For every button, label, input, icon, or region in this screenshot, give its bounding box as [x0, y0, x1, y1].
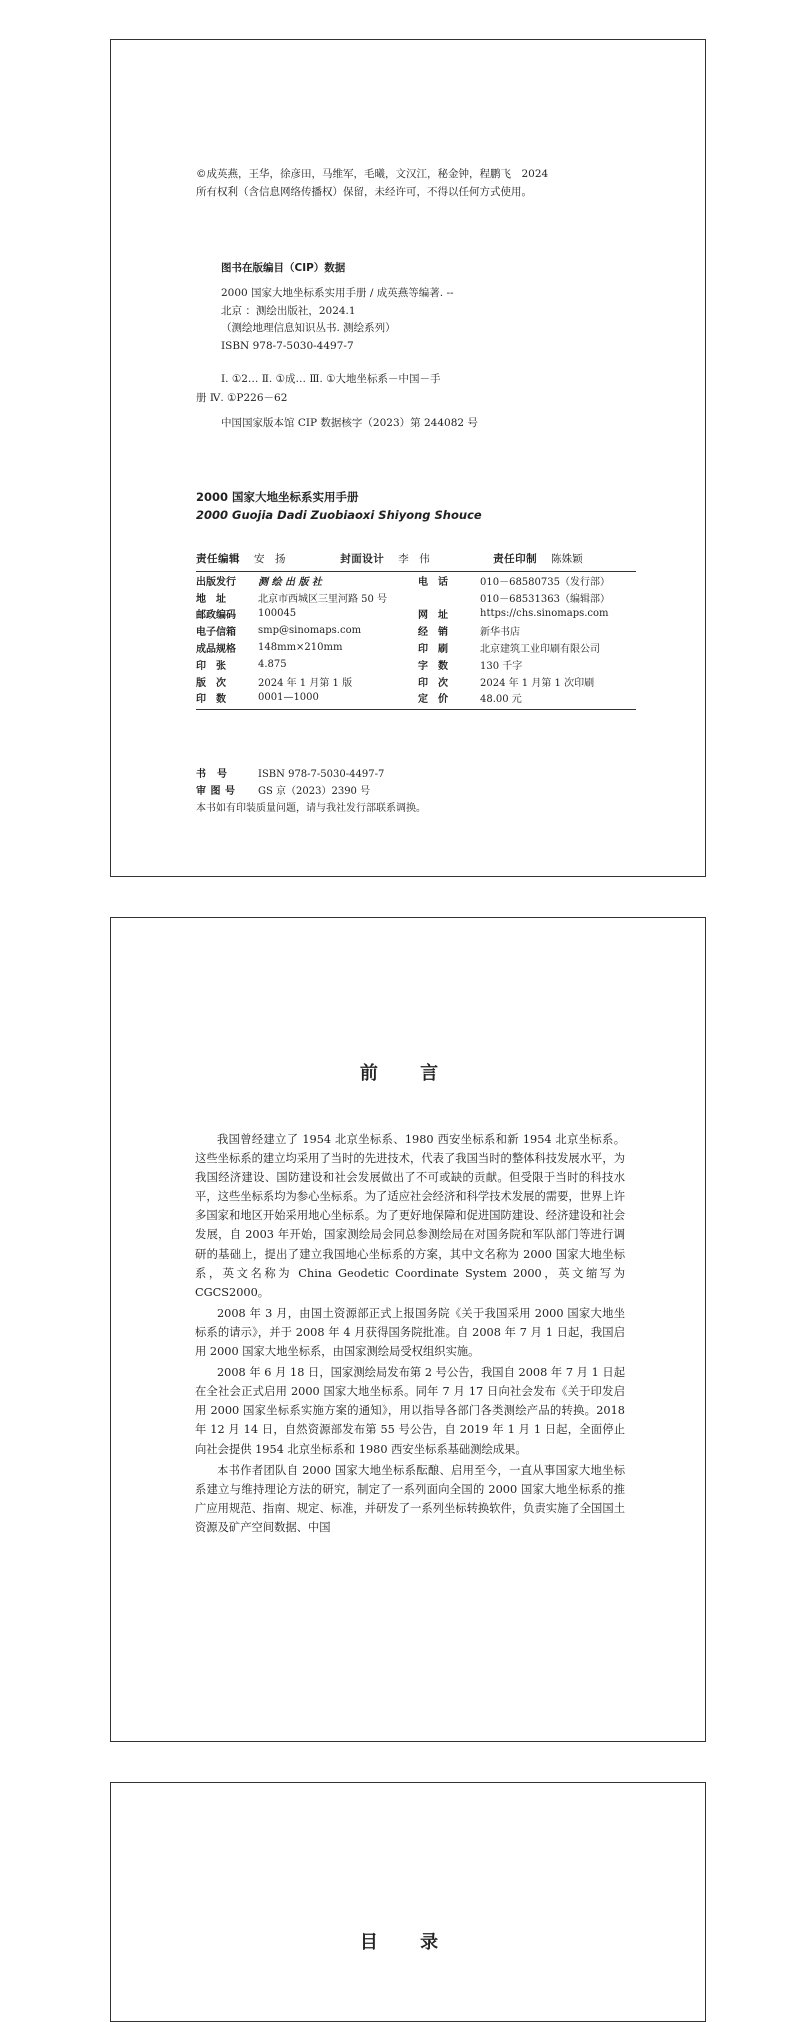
- info-value: 新华书店: [480, 627, 520, 639]
- editors-row: [196, 551, 636, 572]
- publisher-logo-text: 测 绘 出 版 社: [258, 576, 322, 588]
- info-label: 定 价: [408, 690, 480, 710]
- info-label: 出版发行: [196, 576, 236, 588]
- editor-value: 陈姝颖: [551, 553, 583, 565]
- preface-title: 前 言: [359, 1063, 457, 1084]
- info-value: 4.875: [258, 658, 287, 670]
- editor-value: 安 扬: [254, 553, 286, 565]
- cip-line: 2000 国家大地坐标系实用手册 / 成英燕等编著. --: [221, 287, 454, 299]
- info-value: 0001—1000: [258, 690, 408, 710]
- info-label: 字 数: [418, 660, 448, 672]
- info-value: 100045: [258, 608, 297, 620]
- table-row: [196, 622, 636, 639]
- preface-page: [110, 917, 706, 1742]
- preface-paragraph: 2008 年 6 月 18 日，国家测绘局发布第 2 号公告，我国自 2008 年 7 月 1 日起在全社会正式启用 2000 国家大地坐标系。同年 7 月 17 日向社会发布《关于印发启用 2000 国家坐标系实施方案的通知》，用以指导各部门各类测绘产品的转换。2018 年 12 月 14 日，自然资源部发布第 55 号公告，自 2019 年 1 月 1 日起，全面停止向社会提供 1954 北京坐标系和 1980 西安坐标系基础测绘成果。: [195, 1366, 625, 1456]
- book-pinyin-title: 2000 Guojia Dadi Zuobiaoxi Shiyong Shouce: [196, 508, 482, 522]
- info-value: 2024 年 1 月第 1 版: [258, 677, 353, 689]
- editor-value: 李 伟: [398, 553, 430, 565]
- info-label: 印 刷: [418, 644, 448, 656]
- info-value: 北京市西城区三里河路 50 号: [258, 593, 388, 605]
- editor-item: [483, 551, 636, 566]
- info-label: 邮政编码: [196, 610, 236, 622]
- book-title: 2000 国家大地坐标系实用手册: [196, 490, 359, 504]
- cip-heading: 图书在版编目（CIP）数据: [221, 262, 346, 274]
- preface-paragraph: 我国曾经建立了 1954 北京坐标系、1980 西安坐标系和新 1954 北京坐标系。这些坐标系的建立均采用了当时的先进技术，代表了我国当时的整体科技发展水平，为我国经济建设、国防建设和社会发展做出了不可或缺的贡献。但受限于当时的科技水平，这些坐标系均为参心坐标系。为了适应社会经济和科学技术发展的需要，世界上许多国家和地区开始采用地心坐标系。为了更好地保障和促进国防建设、经济建设和社会发展，自 2003 年开始，国家测绘局会同总参测绘局在对国务院和军队部门等进行调研的基础上，提出了建立我国地心坐标系的方案，其中文名称为 2000 国家大地坐标系，英文名称为 China Geodetic Coordinate System 2000，英文缩写为 CGCS2000。: [195, 1133, 625, 1299]
- map-review-row: [196, 784, 636, 801]
- info-label: 印 张: [196, 660, 226, 672]
- editor-label: 责任印制: [493, 553, 538, 565]
- toc-page: [110, 1782, 706, 2022]
- cip-classification: [196, 370, 636, 408]
- cip-line: ISBN 978-7-5030-4497-7: [221, 339, 354, 352]
- info-label: 经 销: [418, 627, 448, 639]
- info-value: 48.00 元: [480, 690, 636, 710]
- preface-paragraph: 2008 年 3 月，由国土资源部正式上报国务院《关于我国采用 2000 国家大地坐标系的请示》，并于 2008 年 4 月获得国务院批准。自 2008 年 7 月 1 日起，我国启用 2000 国家大地坐标系，由国家测绘局受权组织实施。: [195, 1306, 625, 1359]
- cip-line: （测绘地理信息知识丛书. 测绘系列）: [221, 322, 396, 334]
- info-label: 印 数: [196, 690, 258, 710]
- preface-paragraph: 本书作者团队自 2000 国家大地坐标系酝酿、启用至今，一直从事国家大地坐标系建立与维持理论方法的研究，制定了一系列面向全国的 2000 国家大地坐标系的推广应用规范、指南、规定、标准，并研发了一系列坐标转换软件，负责实施了全国国土资源及矿产空间数据、中国: [195, 1463, 625, 1534]
- isbn-value: ISBN 978-7-5030-4497-7: [258, 769, 385, 780]
- info-label: 电子信箱: [196, 627, 236, 639]
- info-label: 版 次: [196, 677, 226, 689]
- info-label: 成品规格: [196, 644, 236, 656]
- publication-info-table: [196, 572, 636, 710]
- copyright-page: [110, 39, 706, 877]
- editor-label: 封面设计: [340, 553, 385, 565]
- table-row: [196, 656, 636, 673]
- quality-note: 本书如有印装质量问题，请与我社发行部联系调换。: [196, 802, 426, 814]
- info-label: [408, 589, 480, 606]
- editor-label: 责任编辑: [196, 553, 240, 565]
- table-row: [196, 673, 636, 690]
- table-row: [196, 606, 636, 623]
- info-label: 地 址: [196, 593, 226, 605]
- cip-record: [221, 285, 641, 355]
- rights-line: 所有权利（含信息网络传播权）保留，未经许可，不得以任何方式使用。: [196, 185, 532, 198]
- info-label: 电 话: [418, 576, 448, 588]
- info-value: 010－68531363（编辑部）: [480, 593, 610, 605]
- info-value: 北京建筑工业印刷有限公司: [480, 644, 600, 656]
- table-row: [196, 572, 636, 589]
- isbn-row: [196, 767, 636, 784]
- info-label: 网 址: [418, 610, 448, 622]
- table-row: [196, 639, 636, 656]
- info-value: 130 千字: [480, 660, 523, 672]
- preface-body: [195, 1130, 625, 1539]
- cip-verification: 中国国家版本馆 CIP 数据核字（2023）第 244082 号: [221, 417, 478, 429]
- map-review-label: 审 图 号: [196, 785, 236, 797]
- isbn-block: [196, 767, 636, 817]
- info-label: 印 次: [418, 677, 448, 689]
- cip-line: 北京 ：测绘出版社，2024.1: [221, 304, 356, 317]
- info-value: 010－68580735（发行部）: [480, 576, 610, 588]
- editor-item: [196, 551, 310, 566]
- table-row: [196, 589, 636, 606]
- info-value: https://chs.sinomaps.com: [480, 608, 609, 620]
- cip-class-line: 册 Ⅳ. ①P226－62: [196, 392, 288, 404]
- isbn-label: 书 号: [196, 769, 228, 780]
- copyright-notice: [196, 166, 636, 201]
- copyright-line: ©成英燕，王华，徐彦田，马维军，毛曦，文汉江，秘金钟，程鹏飞 2024: [196, 168, 549, 180]
- info-value: smp@sinomaps.com: [258, 625, 362, 637]
- info-value: 2024 年 1 月第 1 次印刷: [480, 677, 595, 689]
- cip-class-line: Ⅰ. ①2… Ⅱ. ①成… Ⅲ. ①大地坐标系－中国－手: [221, 373, 441, 385]
- editor-item: [310, 551, 483, 566]
- toc-title: 目 录: [359, 1932, 457, 1953]
- info-value: 148mm×210mm: [258, 642, 343, 654]
- table-row: [196, 690, 636, 710]
- map-review-value: GS 京（2023）2390 号: [258, 785, 371, 797]
